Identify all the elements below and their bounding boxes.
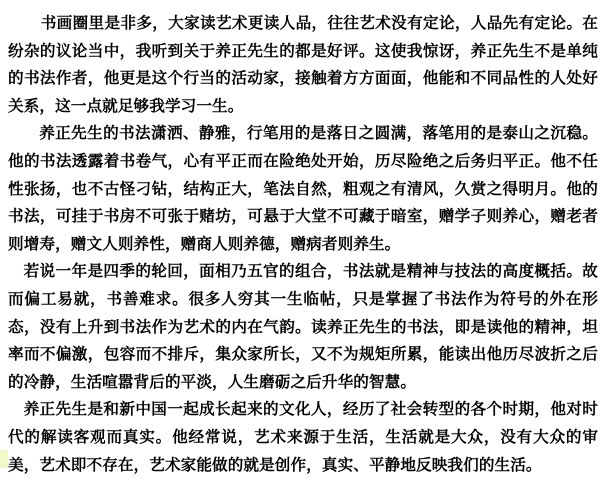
paragraph-2: 养正先生的书法潇洒、静雅，行笔用的是落日之圆满，落笔用的是泰山之沉稳。他的书法透露着书卷气，心有平正而在险绝处开始，历尽险绝之后务归平正。他不任性张扬，也不古怪刁钻，结构正大，笔法自然，粗观之有清风，久赏之得明月。他的书法，可挂于书房不可张于赌坊，可悬于大堂不可藏于暗室，赠学子则养心，赠老者则增寿，赠文人则养性，赠商人则养德，赠病者则养生。 — [8, 124, 598, 253]
paragraph-1: 书画圈里是非多，大家读艺术更读人品，往往艺术没有定论，人品先有定论。在纷杂的议论当中，我听到关于养正先生的都是好评。这使我惊讶，养正先生不是单纯的书法作者，他更是这个行当的活动家，接触着方方面面，他能和不同品性的人处好关系，这一点就足够我学习一生。 — [8, 14, 598, 115]
paragraph-3: 若说一年是四季的轮回，面相乃五官的组合，书法就是精神与技法的高度概括。故而偏工易就，书善难求。很多人穷其一生临帖，只是掌握了书法作为符号的外在形态，没有上升到书法作为艺术的内在气韵。读养正先生的书法，即是读他的精神，坦率而不偏激，包容而不排斥，集众家所长，又不为规矩所累，能读出他历尽波折之后的冷静，生活喧嚣背后的平淡，人生磨砺之后升华的智慧。 — [8, 262, 598, 391]
paragraph-4: 养正先生是和新中国一起成长起来的文化人，经历了社会转型的各个时期，他对时代的解读客观而真实。他经常说，艺术来源于生活，生活就是大众，没有大众的审美，艺术即不存在，艺术家能做的就是创作，真实、平静地反映我们的生活。 — [8, 400, 598, 474]
article-body — [8, 10, 598, 479]
scan-corner-mark — [0, 450, 8, 468]
